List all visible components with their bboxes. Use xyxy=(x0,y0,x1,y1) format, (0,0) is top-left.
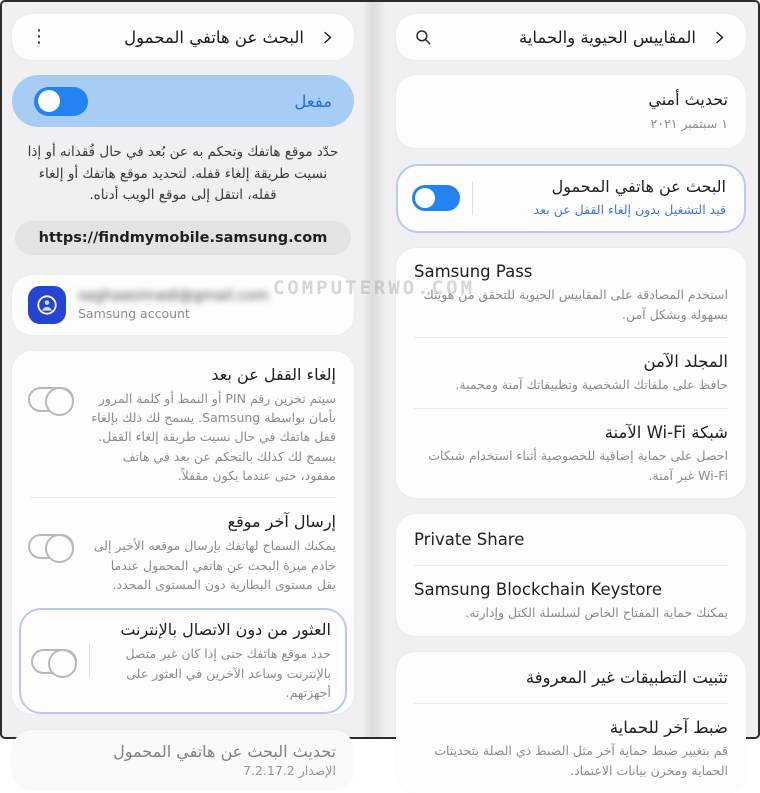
setting-text xyxy=(88,512,336,594)
biometrics-security-screen xyxy=(386,2,756,778)
row-subtitle: يمكنك حماية المفتاح الخاص لسلسلة الكتل وإدارته. xyxy=(465,605,728,621)
enabled-banner xyxy=(12,75,354,127)
right-settings-group-1 xyxy=(396,248,746,498)
secure-wifi-row[interactable] xyxy=(396,409,746,498)
setting-title: العثور من دون الاتصال بالإنترنت xyxy=(120,620,331,640)
blockchain-keystore-row[interactable] xyxy=(396,566,746,636)
offline-finding-toggle[interactable] xyxy=(31,649,77,674)
back-icon[interactable] xyxy=(706,24,732,50)
search-icon[interactable] xyxy=(410,24,436,50)
update-title: تحديث البحث عن هاتفي المحمول xyxy=(113,742,336,762)
left-settings-group xyxy=(12,351,354,715)
row-title: المجلد الآمن xyxy=(643,351,728,371)
setting-text xyxy=(102,620,331,702)
row-title: البحث عن هاتفي المحمول xyxy=(551,177,726,197)
remote-unlock-toggle[interactable] xyxy=(28,387,74,412)
enabled-label: مفعل xyxy=(294,91,332,111)
row-status: قيد التشغيل بدون إلغاء القفل عن بعد xyxy=(533,201,726,217)
find-my-mobile-toggle[interactable] xyxy=(412,185,460,211)
samsung-account-avatar xyxy=(28,286,66,324)
setting-send-last-location[interactable] xyxy=(12,498,354,606)
row-title: Samsung Blockchain Keystore xyxy=(414,579,663,599)
right-header xyxy=(396,14,746,60)
left-header xyxy=(12,14,354,60)
setting-title: إرسال آخر موقع xyxy=(227,512,336,532)
find-my-mobile-screen xyxy=(2,2,364,779)
panel-seam xyxy=(364,2,386,737)
setting-title: إلغاء القفل عن بعد xyxy=(211,364,336,384)
send-last-location-toggle[interactable] xyxy=(28,534,74,559)
findmymobile-url-button[interactable]: https://findmymobile.samsung.com xyxy=(15,221,352,255)
row-title: شبكة Wi-Fi الآمنة xyxy=(604,422,728,442)
row-subtitle: استخدم المصادقة على المقاييس الحيوية للتحقق من هويتك بسهولة وبشكل آمن. xyxy=(423,287,728,322)
setting-remote-unlock[interactable] xyxy=(12,351,354,498)
find-my-mobile-master-toggle[interactable] xyxy=(34,87,88,116)
site-watermark: COMPUTERWO.COM xyxy=(272,277,476,299)
right-settings-group-2 xyxy=(396,514,746,636)
toggle-divider xyxy=(89,644,90,678)
right-settings-group-3 xyxy=(396,652,746,793)
row-title: ضبط آخر للحماية xyxy=(609,717,728,737)
find-my-mobile-row[interactable] xyxy=(398,166,744,231)
right-page-title: المقاييس الحيوية والحماية xyxy=(518,27,696,47)
secure-folder-row[interactable] xyxy=(396,338,746,408)
setting-offline-finding-highlighted xyxy=(19,608,347,714)
account-text xyxy=(78,288,324,321)
samsung-account-row[interactable] xyxy=(12,275,354,335)
setting-offline-finding[interactable] xyxy=(21,610,345,712)
find-my-mobile-highlighted xyxy=(396,164,746,233)
row-subtitle: احصل على حماية إضافية للخصوصية أثناء استخدام شبكات Wi-Fi غير آمنة. xyxy=(428,448,728,483)
left-page-title: البحث عن هاتفي المحمول xyxy=(124,27,304,47)
account-email: saghaasimadi@gmail.com xyxy=(78,288,269,305)
security-update-title: تحديث أمني xyxy=(648,90,728,109)
setting-text xyxy=(88,365,336,486)
find-my-mobile-description: حدّد موقع هاتفك وتحكم به عن بُعد في حال فُقدانه أو إذا نسيت طريقة إلغاء قفله. لتحديد موقع هاتفك أو إلغاء قفله، انتقل إلى موقع الويب أدناه. xyxy=(27,144,339,204)
row-subtitle: قم بتغيير ضبط حماية آخر مثل الضبط ذي الصلة بتحديثات الحماية ومخزن بيانات الاعتماد. xyxy=(434,743,728,778)
private-share-row[interactable]: Private Share xyxy=(414,529,525,549)
security-update-date: ١ سبتمبر ٢٠٢١ xyxy=(650,115,728,131)
version-label: الإصدار 7.2.17.2 xyxy=(243,763,336,779)
setting-subtitle: يمكنك السماح لهاتفك بإرسال موقعه الأخير إلى خادم ميزة البحث عن هاتفي المحمول عندما يقل مستوى البطارية دون المستوى المحدد. xyxy=(93,538,336,592)
row-subtitle: حافظ على ملفاتك الشخصية وتطبيقاتك آمنة ومحمية. xyxy=(455,377,728,393)
samsung-pass-row[interactable] xyxy=(396,248,746,337)
row-title: Samsung Pass xyxy=(414,261,533,281)
security-update-row[interactable] xyxy=(396,75,746,148)
account-label: Samsung account xyxy=(78,306,190,322)
update-find-my-mobile-row[interactable] xyxy=(12,730,354,790)
toggle-divider xyxy=(472,181,473,215)
setting-subtitle: حدد موقع هاتفك حتى إذا كان غير متصل بالإنترنت وساعد الآخرين في العثور على أجهزتهم. xyxy=(125,646,331,700)
setting-subtitle: سيتم تخزين رقم PIN أو النمط أو كلمة المرور بأمان بواسطة Samsung. يسمح لك ذلك بإلغاء قفل هاتفك في حال نسيت طريقة إلغاء القفل. يسمح لك كذلك بالتحكم عن بعد في هاتف مفقود، حتى عندما يكون مقفلاً. xyxy=(91,390,336,484)
other-security-settings-row[interactable] xyxy=(396,704,746,793)
install-unknown-apps-row[interactable]: تثبيت التطبيقات غير المعروفة xyxy=(525,667,728,687)
more-options-icon[interactable]: ⋮ xyxy=(30,26,48,47)
back-icon[interactable] xyxy=(314,24,340,50)
row-text xyxy=(485,177,726,220)
